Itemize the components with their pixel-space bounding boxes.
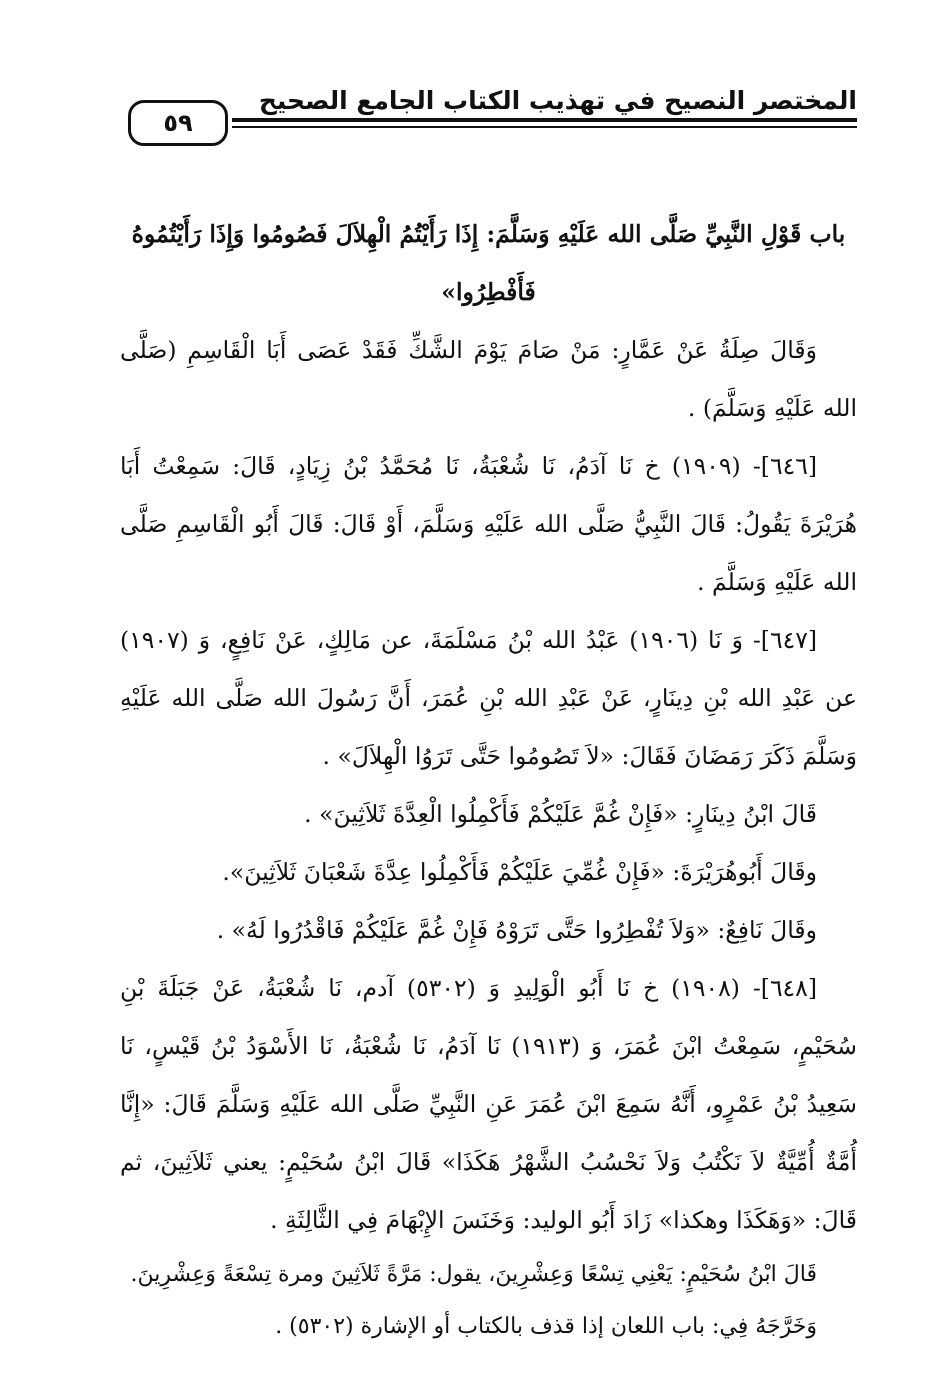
hadith-647: [٦٤٧]- وَ نَا (١٩٠٦) عَبْدُ الله بْنُ مَسْلَمَةَ، عن مَالِكٍ، عَنْ نَافِعٍ، وَ (١٩٠٧) عن عَبْدِ الله بْنِ دِينَارٍ، عَنْ عَبْدِ الله بْنِ عُمَرَ، أَنَّ رَسُولَ الله صَلَّى الله عَلَيْهِ وَسَلَّمَ ذَكَرَ رَمَضَانَ فَقَالَ: «لاَ تَصُومُوا حَتَّى تَرَوُا الْهِلاَلَ» . (120, 626, 857, 770)
header-rule-thin (232, 126, 857, 128)
paragraph-cross-reference: وَخَرَّجَهُ فِي: باب اللعان إذا قذف بالكتاب أو الإشارة (٥٣٠٢) . (275, 1314, 817, 1339)
paragraph-ibn-suhaym: قَالَ ابْنُ سُحَيْمٍ: يَعْنِي تِسْعًا وَعِشْرِينَ، يقول: مَرَّةً ثَلاَثِينَ ومرة تِسْعَةً وَعِشْرِينَ. (130, 1262, 817, 1287)
paragraph-ibn-dinar: قَالَ ابْنُ دِينَارٍ: «فَإِنْ غُمَّ عَلَيْكُمْ فَأَكْمِلُوا الْعِدَّةَ ثَلاَثِينَ» . (304, 800, 817, 828)
paragraph-nafi: وقَالَ نَافِعٌ: «وَلاَ تُفْطِرُوا حَتَّى تَرَوْهُ فَإِنْ غُمَّ عَلَيْكُمْ فَاقْدُرُوا لَهُ» . (216, 916, 817, 944)
page-body (120, 205, 857, 1353)
chapter-heading: باب قَوْلِ النَّبِيِّ صَلَّى الله عَلَيْهِ وَسَلَّمَ: إِذَا رَأَيْتُمُ الْهِلاَلَ فَصُومُوا وَإِذَا رَأَيْتُمُوهُ فَأَفْطِرُوا» (131, 220, 846, 306)
hadith-646: [٦٤٦]- (١٩٠٩) خ نَا آدَمُ، نَا شُعْبَةُ، نَا مُحَمَّدُ بْنُ زِيَادٍ، قَالَ: سَمِعْتُ أَبَا هُرَيْرَةَ يَقُولُ: قَالَ النَّبِيُّ صَلَّى الله عَلَيْهِ وَسَلَّمَ، أَوْ قَالَ: قَالَ أَبُو الْقَاسِمِ صَلَّى الله عَلَيْهِ وَسَلَّمَ . (120, 452, 857, 596)
running-header-title: المختصر النصيح في تهذيب الكتاب الجامع الصحيح (258, 86, 857, 115)
header-rule-thick (232, 118, 857, 122)
page-number: ٥٩ (128, 100, 228, 146)
paragraph-abu-hurayra: وقَالَ أَبُوهُرَيْرَةَ: «فَإِنْ غُمِّيَ عَلَيْكُمْ فَأَكْمِلُوا عِدَّةَ شَعْبَانَ ثَلاَثِينَ». (222, 858, 817, 886)
hadith-648: [٦٤٨]- (١٩٠٨) خ نَا أَبُو الْوَلِيدِ وَ (٥٣٠٢) آدم، نَا شُعْبَةُ، عَنْ جَبَلَةَ بْنِ سُحَيْمٍ، سَمِعْتُ ابْنَ عُمَرَ، وَ (١٩١٣) نَا آدَمُ، نَا شُعْبَةُ، نَا الأَسْوَدُ بْنُ قَيْسٍ، نَا سَعِيدُ بْنُ عَمْرٍو، أَنَّهُ سَمِعَ ابْنَ عُمَرَ عَنِ النَّبِيِّ صَلَّى الله عَلَيْهِ وَسَلَّمَ قَالَ: «إِنَّا أُمَّةٌ أُمِّيَّةٌ لاَ نَكْتُبُ وَلاَ نَحْسُبُ الشَّهْرُ هَكَذَا» قَالَ ابْنُ سُحَيْمٍ: يعني ثَلاَثِينَ، ثم قَالَ: «وَهَكَذَا وهكذا» زَادَ أَبُو الوليد: وَخَنَسَ الإِبْهَامَ فِي الثَّالِثَةِ . (120, 974, 857, 1234)
paragraph-ammar: وَقَالَ صِلَةُ عَنْ عَمَّارٍ: مَنْ صَامَ يَوْمَ الشَّكِّ فَقَدْ عَصَى أَبَا الْقَاسِمِ (صَلَّى الله عَلَيْهِ وَسَلَّمَ) . (120, 336, 857, 422)
